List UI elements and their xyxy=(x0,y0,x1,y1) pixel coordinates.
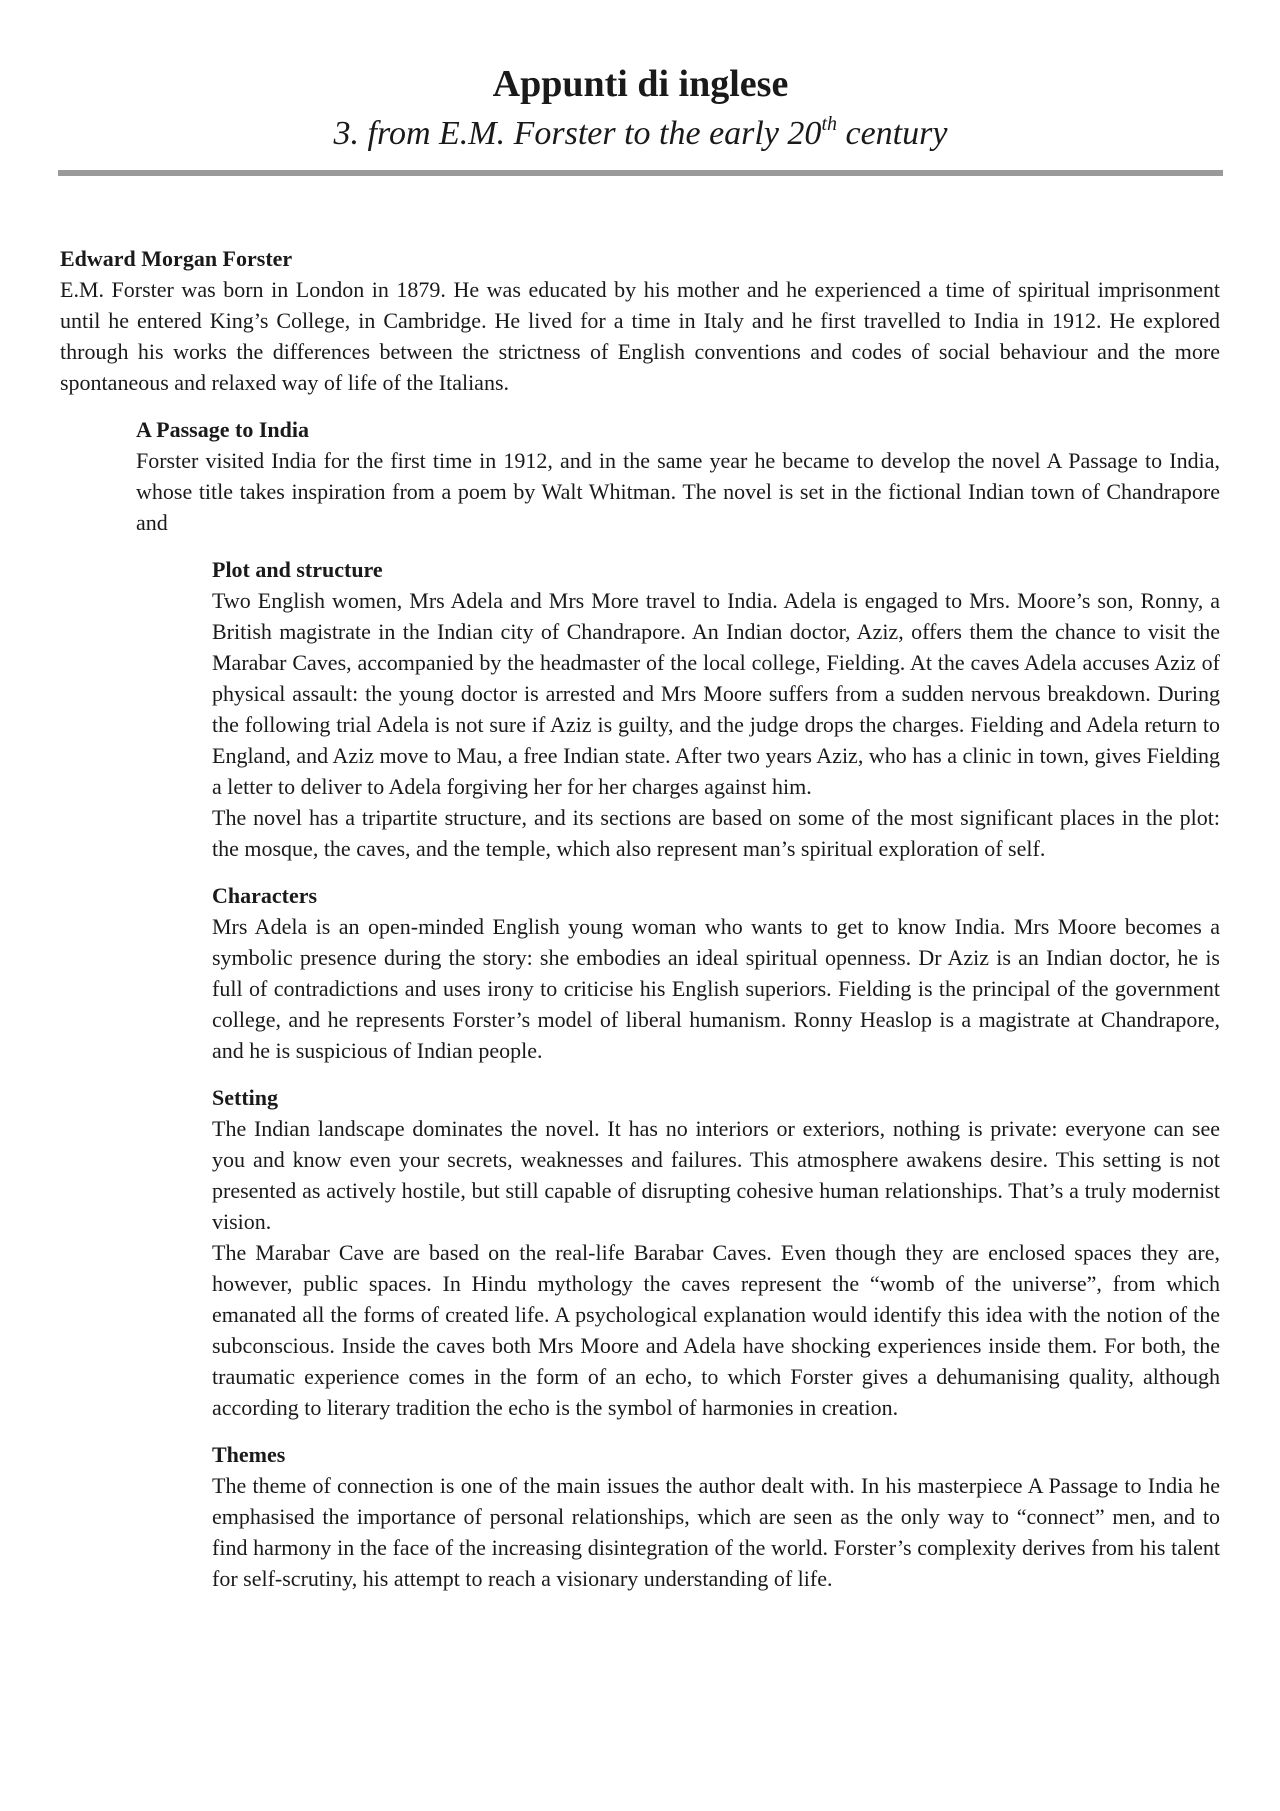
subtitle-superscript: th xyxy=(821,113,837,135)
section-heading: Edward Morgan Forster xyxy=(60,246,293,271)
section-heading: Plot and structure xyxy=(212,557,383,582)
paragraph: The novel has a tripartite structure, and its sections are based on some of the most significant places in the plot: the mosque, the caves, and the temple, which also represent man’s spiritual exploration of self. xyxy=(212,805,1220,861)
paragraph: E.M. Forster was born in London in 1879. He was educated by his mother and he experienced a time of spiritual imprisonment until he entered King’s College, in Cambridge. He lived for a time in Italy and he first travelled to India in 1912. He explored through his works the differences between the strictness of English conventions and codes of social behaviour and the more spontaneous and relaxed way of life of the Italians. xyxy=(60,277,1220,395)
document-subtitle xyxy=(58,110,1223,158)
subtitle-text-end: century xyxy=(837,115,948,152)
section-forster xyxy=(60,243,1220,398)
document-body xyxy=(60,243,1220,1594)
section-heading: Setting xyxy=(212,1085,278,1110)
header-divider xyxy=(58,170,1223,176)
paragraph: The theme of connection is one of the main issues the author dealt with. In his masterpiece A Passage to India he emphasised the importance of personal relationships, which are seen as the only way to “connect” men, and to find harmony in the face of the increasing disintegration of the world. Forster’s complexity derives from his talent for self-scrutiny, his attempt to reach a visionary understanding of life. xyxy=(212,1473,1220,1591)
section-plot-and-structure xyxy=(212,554,1220,864)
paragraph: Mrs Adela is an open-minded English young woman who wants to get to know India. Mrs Moore becomes a symbolic presence during the story: she embodies an ideal spiritual openness. Dr Aziz is an Indian doctor, he is full of contradictions and uses irony to criticise his English superiors. Fielding is the principal of the government college, and he represents Forster’s model of liberal humanism. Ronny Heaslop is a magistrate at Chandrapore, and he is suspicious of Indian people. xyxy=(212,914,1220,1063)
section-heading: A Passage to India xyxy=(136,417,309,442)
document-header xyxy=(58,60,1223,158)
section-setting xyxy=(212,1082,1220,1423)
section-characters xyxy=(212,880,1220,1066)
section-passage-to-india xyxy=(136,414,1220,538)
document-title: Appunti di inglese xyxy=(492,63,789,105)
section-themes xyxy=(212,1439,1220,1594)
paragraph: The Marabar Cave are based on the real-life Barabar Caves. Even though they are enclosed spaces they are, however, public spaces. In Hindu mythology the caves represent the “womb of the universe”, from which emanated all the forms of created life. A psychological explanation would identify this idea with the notion of the subconscious. Inside the caves both Mrs Moore and Adela have shocking experiences inside them. For both, the traumatic experience comes in the form of an echo, to which Forster gives a dehumanising quality, although according to literary tradition the echo is the symbol of harmonies in creation. xyxy=(212,1240,1220,1420)
section-heading: Themes xyxy=(212,1442,286,1467)
paragraph: The Indian landscape dominates the novel. It has no interiors or exteriors, nothing is private: everyone can see you and know even your secrets, weaknesses and failures. This atmosphere awakens desire. This setting is not presented as actively hostile, but still capable of disrupting cohesive human relationships. That’s a truly modernist vision. xyxy=(212,1116,1220,1234)
section-heading: Characters xyxy=(212,883,318,908)
paragraph: Forster visited India for the first time in 1912, and in the same year he became to develop the novel A Passage to India, whose title takes inspiration from a poem by Walt Whitman. The novel is set in the fictional Indian town of Chandrapore and xyxy=(136,448,1220,535)
paragraph: Two English women, Mrs Adela and Mrs More travel to India. Adela is engaged to Mrs. Moore’s son, Ronny, a British magistrate in the Indian city of Chandrapore. An Indian doctor, Aziz, offers them the chance to visit the Marabar Caves, accompanied by the headmaster of the local college, Fielding. At the caves Adela accuses Aziz of physical assault: the young doctor is arrested and Mrs Moore suffers from a sudden nervous breakdown. During the following trial Adela is not sure if Aziz is guilty, and the judge drops the charges. Fielding and Adela return to England, and Aziz move to Mau, a free Indian state. After two years Aziz, who has a clinic in town, gives Fielding a letter to deliver to Adela forgiving her for her charges against him. xyxy=(212,588,1220,799)
subtitle-text: 3. from E.M. Forster to the early 20 xyxy=(333,115,822,152)
